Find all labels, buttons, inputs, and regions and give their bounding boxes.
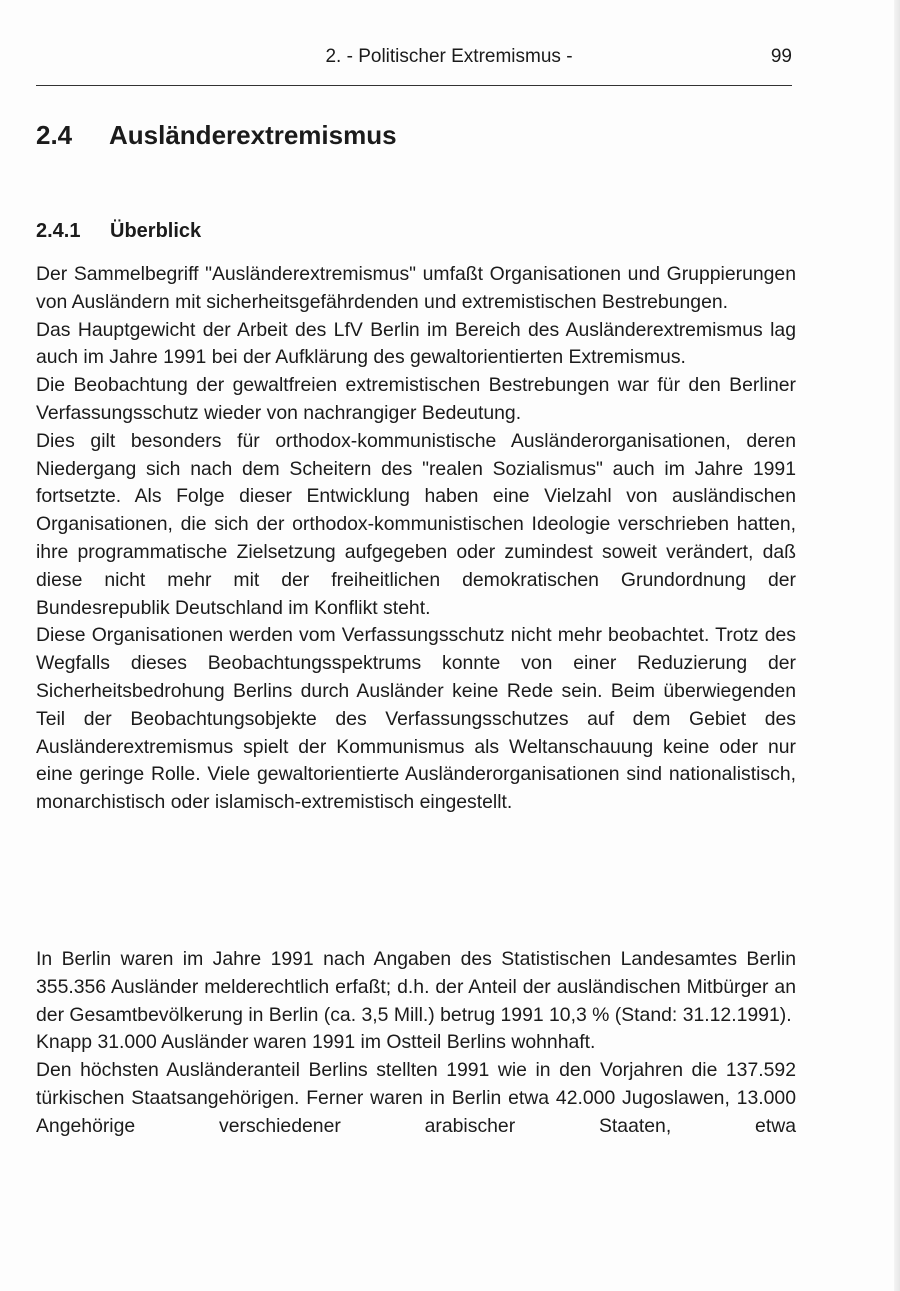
page-edge-shadow [894,0,900,1291]
body-text-block [36,261,796,817]
paragraph: Die Beobachtung der gewaltfreien extremistischen Bestrebungen war für den Berliner Verfassungsschutz wieder von nachrangiger Bedeutung. [36,374,796,424]
paragraph: Den höchsten Ausländeranteil Berlins stellten 1991 wie in den Vorjahren die 137.592 türkischen Staatsangehörigen. Ferner waren in Berlin etwa 42.000 Jugoslawen, 13.000 Angehörige verschiedener arabischer Staaten, etwa [36,1059,796,1137]
paragraph: Diese Organisationen werden vom Verfassungsschutz nicht mehr beobachtet. Trotz des Wegfalls dieses Beobachtungsspektrums konnte von einer Reduzierung der Sicherheitsbedrohung Berlins durch Ausländer keine Rede sein. Beim überwiegenden Teil der Beobachtungsobjekte des Verfassungsschutzes auf dem Gebiet des Ausländerextremismus spielt der Kommunismus als Weltanschauung keine oder nur eine geringe Rolle. Viele gewaltorientierte Ausländerorganisationen sind nationalistisch, monarchistisch oder islamisch-extremistisch eingestellt. [36,624,796,814]
paragraph: Dies gilt besonders für orthodox-kommunistische Ausländerorganisationen, deren Niedergang sich nach dem Scheitern des "realen Sozialismus" auch im Jahre 1991 fortsetzte. Als Folge dieser Entwicklung haben eine Vielzahl von ausländischen Organisationen, die sich der orthodox-kommunistischen Ideologie verschrieben hatten, ihre programmatische Zielsetzung aufgegeben oder zumindest soweit verändert, daß diese nicht mehr mit der freiheitlichen demokratischen Grundordnung der Bundesrepublik Deutschland im Konflikt steht. [36,429,796,619]
running-header [36,46,792,86]
section-title: Ausländerextremismus [109,120,397,150]
subsection-number: 2.4.1 [36,220,81,242]
page-number: 99 [770,46,792,67]
paragraph: Das Hauptgewicht der Arbeit des LfV Berlin im Bereich des Ausländerextremismus lag auch im Jahre 1991 bei der Aufklärung des gewaltorientierten Extremismus. [36,318,796,369]
section-number: 2.4 [36,120,73,150]
section-heading [36,120,397,151]
running-header-title: 2. - Politischer Extremismus - [325,46,573,67]
paragraph: Der Sammelbegriff "Ausländerextremismus" umfaßt Organisationen und Gruppierungen von Ausländern mit sicherheitsgefährdenden und extremistischen Bestrebungen. [36,263,796,313]
body-text-block [36,946,796,1141]
paragraph: Knapp 31.000 Ausländer waren 1991 im Ostteil Berlins wohnhaft. [36,1031,596,1054]
header-divider [36,85,792,86]
paragraph: In Berlin waren im Jahre 1991 nach Angaben des Statistischen Landesamtes Berlin 355.356 Ausländer melderechtlich erfaßt; d.h. der Anteil der ausländischen Mitbürger an der Gesamtbevölkerung in Berlin (ca. 3,5 Mill.) betrug 1991 10,3 % (Stand: 31.12.1991). [36,948,796,1026]
subsection-title: Überblick [110,220,202,242]
subsection-heading [36,220,201,243]
